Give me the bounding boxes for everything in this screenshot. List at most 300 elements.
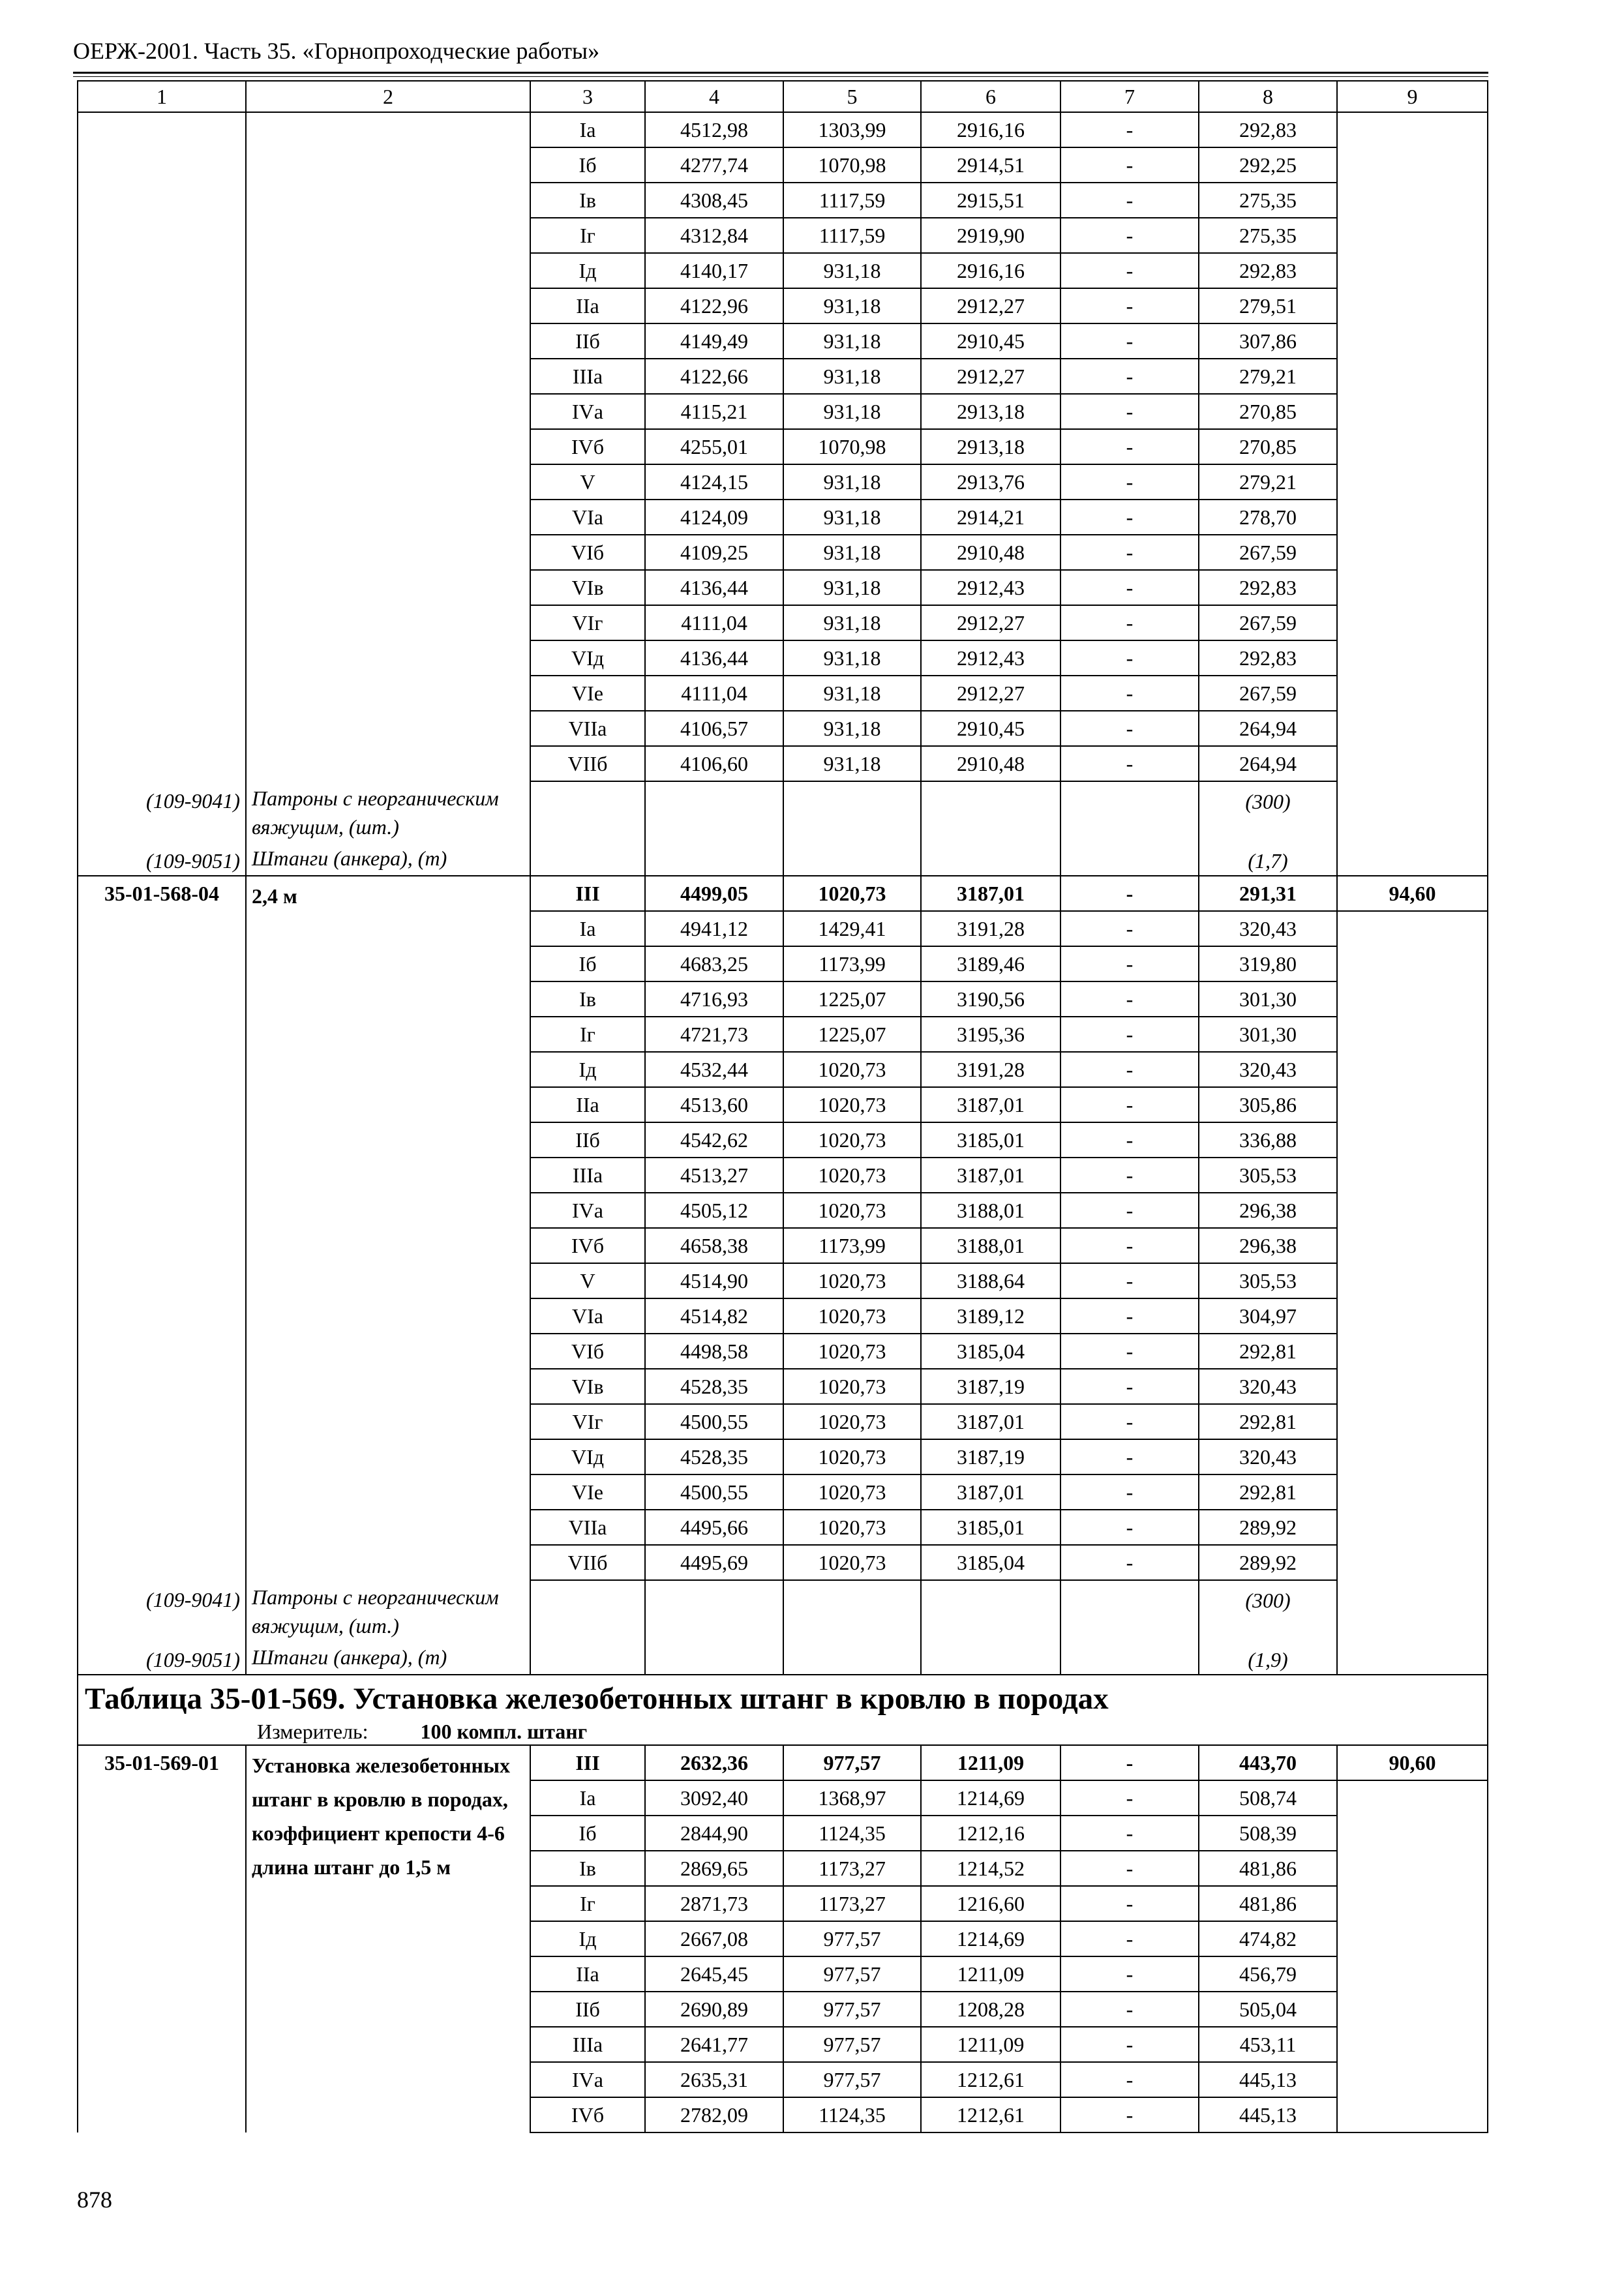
direct-cost-cell: 2690,89 — [645, 1992, 783, 2027]
wages-cell: 1368,97 — [783, 1780, 921, 1816]
machine-cost-cell: 2912,27 — [921, 288, 1060, 323]
direct-cost-cell: 4532,44 — [645, 1052, 783, 1087]
labor-cell — [1337, 1474, 1488, 1510]
rates-table — [77, 80, 1488, 2133]
resource-row — [78, 841, 1488, 876]
driver-wages-cell: - — [1060, 676, 1199, 711]
column-number: 9 — [1337, 81, 1488, 112]
direct-cost-cell: 4308,45 — [645, 183, 783, 218]
machine-cost-cell: 2910,45 — [921, 323, 1060, 359]
materials-cost-cell: 456,79 — [1199, 1956, 1337, 1992]
table-row — [78, 1745, 1488, 1780]
labor-cell — [1337, 711, 1488, 746]
labor-cell — [1337, 1510, 1488, 1545]
wages-cell: 1117,59 — [783, 183, 921, 218]
materials-cost-cell: 305,53 — [1199, 1158, 1337, 1193]
labor-cell — [1337, 1263, 1488, 1298]
labor-cell — [1337, 1298, 1488, 1334]
resource-code-cell: (109-9051) — [78, 841, 246, 876]
header-rule-thin — [73, 76, 1488, 77]
machine-cost-cell: 2919,90 — [921, 218, 1060, 253]
wages-cell: 1124,35 — [783, 1816, 921, 1851]
driver-wages-cell: - — [1060, 1017, 1199, 1052]
driver-wages-cell: - — [1060, 946, 1199, 981]
wages-cell: 931,18 — [783, 640, 921, 676]
rate-code-cell — [78, 112, 246, 781]
labor-cell: 94,60 — [1337, 876, 1488, 911]
resource-name-cell: Штанги (анкера), (т) — [246, 1640, 530, 1675]
machine-cost-cell: 3191,28 — [921, 911, 1060, 946]
materials-cost-cell: 508,74 — [1199, 1780, 1337, 1816]
driver-wages-cell: - — [1060, 1992, 1199, 2027]
machine-cost-cell: 2912,43 — [921, 640, 1060, 676]
empty-cell — [645, 781, 783, 841]
measure-value: 100 компл. штанг — [420, 1720, 588, 1743]
wages-cell: 931,18 — [783, 676, 921, 711]
direct-cost-cell: 4312,84 — [645, 218, 783, 253]
driver-wages-cell: - — [1060, 359, 1199, 394]
wages-cell: 977,57 — [783, 2062, 921, 2097]
driver-wages-cell: - — [1060, 711, 1199, 746]
wages-cell: 1020,73 — [783, 1439, 921, 1474]
table-title-cell — [78, 1675, 1488, 1745]
driver-wages-cell: - — [1060, 640, 1199, 676]
direct-cost-cell: 2667,08 — [645, 1921, 783, 1956]
resource-code-cell: (109-9041) — [78, 781, 246, 841]
direct-cost-cell: 4255,01 — [645, 429, 783, 464]
materials-cost-cell: 267,59 — [1199, 535, 1337, 570]
materials-cost-cell: 292,83 — [1199, 570, 1337, 605]
machine-cost-cell: 2913,18 — [921, 429, 1060, 464]
wages-cell: 931,18 — [783, 746, 921, 781]
machine-cost-cell: 3187,01 — [921, 1087, 1060, 1122]
wages-cell: 1020,73 — [783, 1510, 921, 1545]
materials-cost-cell: 289,92 — [1199, 1545, 1337, 1580]
direct-cost-cell: 4513,27 — [645, 1158, 783, 1193]
labor-cell — [1337, 1369, 1488, 1404]
driver-wages-cell: - — [1060, 1193, 1199, 1228]
zone-cell: VIе — [530, 1474, 645, 1510]
driver-wages-cell: - — [1060, 2027, 1199, 2062]
direct-cost-cell: 4122,96 — [645, 288, 783, 323]
resource-qty-cell: (300) — [1199, 1580, 1337, 1640]
wages-cell: 1117,59 — [783, 218, 921, 253]
driver-wages-cell: - — [1060, 112, 1199, 147]
zone-cell: IIа — [530, 1956, 645, 1992]
labor-cell — [1337, 253, 1488, 288]
direct-cost-cell: 4149,49 — [645, 323, 783, 359]
wages-cell: 931,18 — [783, 605, 921, 640]
rate-name-cell: 2,4 м — [246, 876, 530, 1580]
direct-cost-cell: 4115,21 — [645, 394, 783, 429]
resource-code-cell: (109-9041) — [78, 1580, 246, 1640]
materials-cost-cell: 278,70 — [1199, 500, 1337, 535]
table-row — [78, 112, 1488, 147]
empty-cell — [783, 781, 921, 841]
direct-cost-cell: 4124,15 — [645, 464, 783, 500]
zone-cell: V — [530, 1263, 645, 1298]
rate-name-cell — [246, 112, 530, 781]
direct-cost-cell: 4140,17 — [645, 253, 783, 288]
labor-cell — [1337, 1193, 1488, 1228]
driver-wages-cell: - — [1060, 1780, 1199, 1816]
machine-cost-cell: 3187,01 — [921, 1474, 1060, 1510]
resource-row — [78, 1580, 1488, 1640]
machine-cost-cell: 1214,52 — [921, 1851, 1060, 1886]
direct-cost-cell: 4124,09 — [645, 500, 783, 535]
machine-cost-cell: 1211,09 — [921, 2027, 1060, 2062]
direct-cost-cell: 4528,35 — [645, 1369, 783, 1404]
driver-wages-cell: - — [1060, 746, 1199, 781]
driver-wages-cell: - — [1060, 1510, 1199, 1545]
zone-cell: Iв — [530, 183, 645, 218]
driver-wages-cell: - — [1060, 1545, 1199, 1580]
wages-cell: 1225,07 — [783, 1017, 921, 1052]
driver-wages-cell: - — [1060, 1334, 1199, 1369]
labor-cell — [1337, 535, 1488, 570]
driver-wages-cell: - — [1060, 605, 1199, 640]
zone-cell: VIб — [530, 1334, 645, 1369]
zone-cell: Iд — [530, 1921, 645, 1956]
header-rule — [73, 72, 1488, 74]
materials-cost-cell: 270,85 — [1199, 394, 1337, 429]
wages-cell: 1020,73 — [783, 1158, 921, 1193]
resource-row — [78, 1640, 1488, 1675]
direct-cost-cell: 4499,05 — [645, 876, 783, 911]
wages-cell: 1020,73 — [783, 1545, 921, 1580]
zone-cell: Iг — [530, 1886, 645, 1921]
labor-cell — [1337, 500, 1488, 535]
empty-cell — [645, 841, 783, 876]
direct-cost-cell: 2632,36 — [645, 1745, 783, 1780]
materials-cost-cell: 292,81 — [1199, 1404, 1337, 1439]
labor-cell — [1337, 1052, 1488, 1087]
wages-cell: 1020,73 — [783, 1087, 921, 1122]
column-number: 8 — [1199, 81, 1337, 112]
labor-cell — [1337, 1228, 1488, 1263]
machine-cost-cell: 2916,16 — [921, 253, 1060, 288]
driver-wages-cell: - — [1060, 253, 1199, 288]
wages-cell: 977,57 — [783, 1921, 921, 1956]
wages-cell: 1173,27 — [783, 1886, 921, 1921]
zone-cell: IVб — [530, 429, 645, 464]
labor-cell — [1337, 218, 1488, 253]
machine-cost-cell: 3185,01 — [921, 1122, 1060, 1158]
wages-cell: 977,57 — [783, 1992, 921, 2027]
zone-cell: VIд — [530, 1439, 645, 1474]
direct-cost-cell: 4111,04 — [645, 605, 783, 640]
direct-cost-cell: 4136,44 — [645, 570, 783, 605]
machine-cost-cell: 1212,16 — [921, 1816, 1060, 1851]
materials-cost-cell: 292,83 — [1199, 640, 1337, 676]
materials-cost-cell: 474,82 — [1199, 1921, 1337, 1956]
driver-wages-cell: - — [1060, 1369, 1199, 1404]
zone-cell: IVб — [530, 1228, 645, 1263]
zone-cell: VIд — [530, 640, 645, 676]
materials-cost-cell: 301,30 — [1199, 1017, 1337, 1052]
driver-wages-cell: - — [1060, 1228, 1199, 1263]
empty-cell — [921, 1640, 1060, 1675]
driver-wages-cell: - — [1060, 1263, 1199, 1298]
machine-cost-cell: 1212,61 — [921, 2097, 1060, 2132]
wages-cell: 1020,73 — [783, 1052, 921, 1087]
document-header: ОЕРЖ-2001. Часть 35. «Горнопроходческие работы» — [73, 38, 600, 64]
empty-cell — [1060, 841, 1199, 876]
machine-cost-cell: 3187,01 — [921, 876, 1060, 911]
machine-cost-cell: 1214,69 — [921, 1921, 1060, 1956]
zone-cell: VIIб — [530, 746, 645, 781]
direct-cost-cell: 4106,60 — [645, 746, 783, 781]
materials-cost-cell: 292,25 — [1199, 147, 1337, 183]
resource-qty-cell: (300) — [1199, 781, 1337, 841]
driver-wages-cell: - — [1060, 1921, 1199, 1956]
machine-cost-cell: 3188,64 — [921, 1263, 1060, 1298]
driver-wages-cell: - — [1060, 1439, 1199, 1474]
machine-cost-cell: 1208,28 — [921, 1992, 1060, 2027]
driver-wages-cell: - — [1060, 2097, 1199, 2132]
zone-cell: IIIа — [530, 359, 645, 394]
machine-cost-cell: 2913,76 — [921, 464, 1060, 500]
empty-cell — [530, 781, 645, 841]
driver-wages-cell: - — [1060, 1956, 1199, 1992]
labor-cell — [1337, 288, 1488, 323]
machine-cost-cell: 2910,48 — [921, 535, 1060, 570]
driver-wages-cell: - — [1060, 570, 1199, 605]
direct-cost-cell: 4498,58 — [645, 1334, 783, 1369]
materials-cost-cell: 292,81 — [1199, 1474, 1337, 1510]
wages-cell: 1020,73 — [783, 1263, 921, 1298]
labor-cell — [1337, 640, 1488, 676]
zone-cell: Iб — [530, 1816, 645, 1851]
wages-cell: 1020,73 — [783, 1298, 921, 1334]
direct-cost-cell: 4495,66 — [645, 1510, 783, 1545]
labor-cell — [1337, 464, 1488, 500]
wages-cell: 1020,73 — [783, 1193, 921, 1228]
direct-cost-cell: 2635,31 — [645, 2062, 783, 2097]
zone-cell: IIб — [530, 323, 645, 359]
materials-cost-cell: 279,21 — [1199, 464, 1337, 500]
wages-cell: 1020,73 — [783, 1334, 921, 1369]
driver-wages-cell: - — [1060, 288, 1199, 323]
direct-cost-cell: 2869,65 — [645, 1851, 783, 1886]
materials-cost-cell: 445,13 — [1199, 2062, 1337, 2097]
direct-cost-cell: 4512,98 — [645, 112, 783, 147]
materials-cost-cell: 443,70 — [1199, 1745, 1337, 1780]
labor-cell — [1337, 1545, 1488, 1580]
zone-cell: VIб — [530, 535, 645, 570]
zone-cell: IVа — [530, 2062, 645, 2097]
direct-cost-cell: 4500,55 — [645, 1474, 783, 1510]
driver-wages-cell: - — [1060, 1886, 1199, 1921]
zone-cell: Iв — [530, 1851, 645, 1886]
empty-cell — [1337, 781, 1488, 841]
labor-cell — [1337, 2097, 1488, 2132]
materials-cost-cell: 481,86 — [1199, 1886, 1337, 1921]
driver-wages-cell: - — [1060, 500, 1199, 535]
materials-cost-cell: 320,43 — [1199, 911, 1337, 946]
driver-wages-cell: - — [1060, 1851, 1199, 1886]
direct-cost-cell: 4941,12 — [645, 911, 783, 946]
column-number: 3 — [530, 81, 645, 112]
materials-cost-cell: 320,43 — [1199, 1052, 1337, 1087]
machine-cost-cell: 3185,04 — [921, 1334, 1060, 1369]
table-title: Таблица 35-01-569. Установка железобетонных штанг в кровлю в породах — [85, 1682, 1109, 1716]
machine-cost-cell: 2914,51 — [921, 147, 1060, 183]
direct-cost-cell: 4658,38 — [645, 1228, 783, 1263]
direct-cost-cell: 4721,73 — [645, 1017, 783, 1052]
direct-cost-cell: 4683,25 — [645, 946, 783, 981]
driver-wages-cell: - — [1060, 183, 1199, 218]
empty-cell — [530, 1580, 645, 1640]
materials-cost-cell: 508,39 — [1199, 1816, 1337, 1851]
direct-cost-cell: 4505,12 — [645, 1193, 783, 1228]
wages-cell: 931,18 — [783, 288, 921, 323]
labor-cell — [1337, 323, 1488, 359]
column-number: 2 — [246, 81, 530, 112]
machine-cost-cell: 3195,36 — [921, 1017, 1060, 1052]
empty-cell — [921, 781, 1060, 841]
direct-cost-cell: 4136,44 — [645, 640, 783, 676]
labor-cell — [1337, 1334, 1488, 1369]
measure-unit-line — [85, 1718, 1481, 1744]
direct-cost-cell: 4495,69 — [645, 1545, 783, 1580]
rate-code-cell: 35-01-568-04 — [78, 876, 246, 1580]
wages-cell: 1173,99 — [783, 946, 921, 981]
driver-wages-cell: - — [1060, 876, 1199, 911]
wages-cell: 931,18 — [783, 464, 921, 500]
machine-cost-cell: 3189,46 — [921, 946, 1060, 981]
materials-cost-cell: 304,97 — [1199, 1298, 1337, 1334]
machine-cost-cell: 1214,69 — [921, 1780, 1060, 1816]
empty-cell — [1337, 1580, 1488, 1640]
resource-name-cell: Патроны с неорганическим вяжущим, (шт.) — [246, 781, 530, 841]
zone-cell: Iд — [530, 253, 645, 288]
machine-cost-cell: 1212,61 — [921, 2062, 1060, 2097]
resource-code-cell: (109-9051) — [78, 1640, 246, 1675]
direct-cost-cell: 4542,62 — [645, 1122, 783, 1158]
wages-cell: 977,57 — [783, 2027, 921, 2062]
zone-cell: Iб — [530, 147, 645, 183]
column-number: 1 — [78, 81, 246, 112]
machine-cost-cell: 3190,56 — [921, 981, 1060, 1017]
labor-cell — [1337, 2062, 1488, 2097]
labor-cell — [1337, 746, 1488, 781]
resource-name-cell: Патроны с неорганическим вяжущим, (шт.) — [246, 1580, 530, 1640]
empty-cell — [1060, 781, 1199, 841]
driver-wages-cell: - — [1060, 2062, 1199, 2097]
direct-cost-cell: 4109,25 — [645, 535, 783, 570]
machine-cost-cell: 1211,09 — [921, 1956, 1060, 1992]
materials-cost-cell: 267,59 — [1199, 676, 1337, 711]
direct-cost-cell: 4513,60 — [645, 1087, 783, 1122]
labor-cell — [1337, 570, 1488, 605]
labor-cell — [1337, 605, 1488, 640]
machine-cost-cell: 2910,45 — [921, 711, 1060, 746]
empty-cell — [783, 1580, 921, 1640]
direct-cost-cell: 2645,45 — [645, 1956, 783, 1992]
labor-cell — [1337, 981, 1488, 1017]
wages-cell: 931,18 — [783, 359, 921, 394]
direct-cost-cell: 4716,93 — [645, 981, 783, 1017]
driver-wages-cell: - — [1060, 218, 1199, 253]
labor-cell — [1337, 1439, 1488, 1474]
materials-cost-cell: 505,04 — [1199, 1992, 1337, 2027]
driver-wages-cell: - — [1060, 1745, 1199, 1780]
wages-cell: 931,18 — [783, 570, 921, 605]
direct-cost-cell: 2871,73 — [645, 1886, 783, 1921]
machine-cost-cell: 2912,27 — [921, 605, 1060, 640]
labor-cell — [1337, 1122, 1488, 1158]
resource-row — [78, 781, 1488, 841]
empty-cell — [783, 841, 921, 876]
wages-cell: 1070,98 — [783, 429, 921, 464]
driver-wages-cell: - — [1060, 535, 1199, 570]
labor-cell — [1337, 183, 1488, 218]
labor-cell — [1337, 1992, 1488, 2027]
materials-cost-cell: 267,59 — [1199, 605, 1337, 640]
resource-qty-cell: (1,9) — [1199, 1640, 1337, 1675]
machine-cost-cell: 3187,19 — [921, 1369, 1060, 1404]
zone-cell: IIб — [530, 1992, 645, 2027]
labor-cell — [1337, 2027, 1488, 2062]
direct-cost-cell: 4514,90 — [645, 1263, 783, 1298]
column-number: 6 — [921, 81, 1060, 112]
empty-cell — [921, 1580, 1060, 1640]
zone-cell: VIа — [530, 1298, 645, 1334]
labor-cell — [1337, 946, 1488, 981]
zone-cell: Iг — [530, 1017, 645, 1052]
empty-cell — [645, 1640, 783, 1675]
driver-wages-cell: - — [1060, 1158, 1199, 1193]
zone-cell: IVа — [530, 394, 645, 429]
materials-cost-cell: 336,88 — [1199, 1122, 1337, 1158]
materials-cost-cell: 292,83 — [1199, 253, 1337, 288]
machine-cost-cell: 1216,60 — [921, 1886, 1060, 1921]
zone-cell: IVб — [530, 2097, 645, 2132]
resource-name-cell: Штанги (анкера), (т) — [246, 841, 530, 876]
materials-cost-cell: 307,86 — [1199, 323, 1337, 359]
materials-cost-cell: 264,94 — [1199, 711, 1337, 746]
labor-cell — [1337, 394, 1488, 429]
materials-cost-cell: 296,38 — [1199, 1193, 1337, 1228]
zone-cell: Iв — [530, 981, 645, 1017]
wages-cell: 1020,73 — [783, 1369, 921, 1404]
materials-cost-cell: 292,83 — [1199, 112, 1337, 147]
labor-cell — [1337, 911, 1488, 946]
materials-cost-cell: 320,43 — [1199, 1369, 1337, 1404]
zone-cell: VIIа — [530, 1510, 645, 1545]
zone-cell: VIIа — [530, 711, 645, 746]
materials-cost-cell: 292,81 — [1199, 1334, 1337, 1369]
machine-cost-cell: 3191,28 — [921, 1052, 1060, 1087]
machine-cost-cell: 3187,01 — [921, 1404, 1060, 1439]
materials-cost-cell: 279,21 — [1199, 359, 1337, 394]
materials-cost-cell: 445,13 — [1199, 2097, 1337, 2132]
rate-name-cell: Установка железобетонных штанг в кровлю в породах, коэффициент крепости 4-6 длина штанг до 1,5 м — [246, 1745, 530, 2132]
wages-cell: 977,57 — [783, 1745, 921, 1780]
zone-cell: IIа — [530, 1087, 645, 1122]
wages-cell: 1173,99 — [783, 1228, 921, 1263]
wages-cell: 1303,99 — [783, 112, 921, 147]
wages-cell: 931,18 — [783, 253, 921, 288]
direct-cost-cell: 3092,40 — [645, 1780, 783, 1816]
wages-cell: 1070,98 — [783, 147, 921, 183]
empty-cell — [530, 841, 645, 876]
zone-cell: III — [530, 1745, 645, 1780]
materials-cost-cell: 481,86 — [1199, 1851, 1337, 1886]
labor-cell — [1337, 147, 1488, 183]
wages-cell: 931,18 — [783, 323, 921, 359]
